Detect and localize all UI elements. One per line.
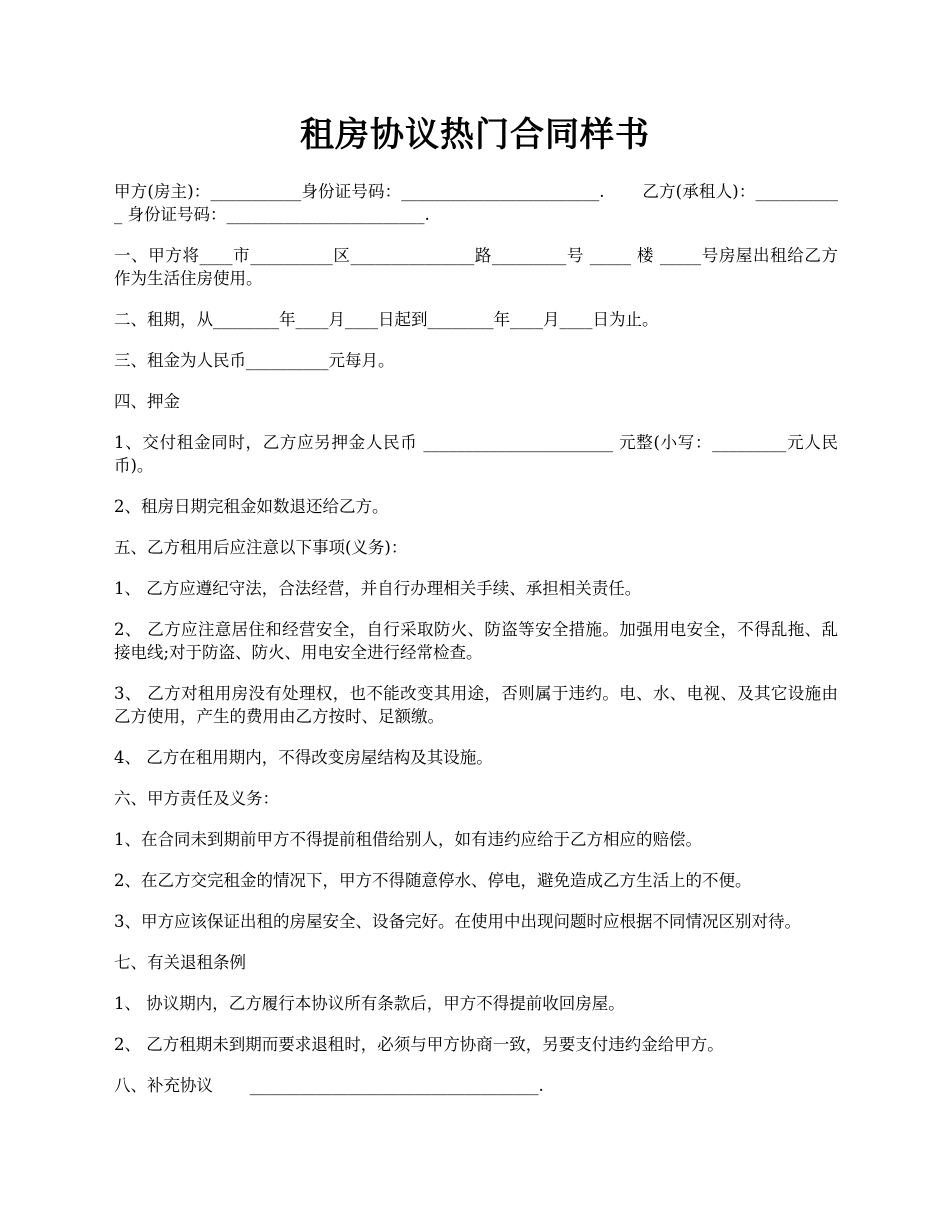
clause-6-item-3: 3、甲方应该保证出租的房屋安全、设备完好。在使用中出现问题时应根据不同情况区别对待。 [114, 912, 801, 931]
clause-5-item-4: 4、 乙方在租用期内，不得改变房屋结构及其设施。 [114, 748, 493, 767]
clause-7-item-2: 2、 乙方租期未到期而要求退租时，必须与甲方协商一致，另要支付违约金给甲方。 [114, 1035, 724, 1054]
clause-5-item-1: 1、 乙方应遵纪守法，合法经营，并自行办理相关手续、承担相关责任。 [114, 579, 642, 598]
clause-4-item-2: 2、租房日期完租金如数退还给乙方。 [114, 497, 389, 516]
document-title: 租房协议热门合同样书 [300, 115, 650, 155]
clause-7-item-1: 1、 协议期内，乙方履行本协议所有条款后，甲方不得提前收回房屋。 [114, 994, 625, 1013]
clause-5-item-2: 2、 乙方应注意居住和经营安全，自行采取防火、防盗等安全措施。加强用电安全，不得乱拖、乱接电线;对于防盗、防火、用电安全进行经常检查。 [114, 620, 838, 662]
clause-3-rent: 三、租金为人民币__________元每月。 [114, 351, 395, 370]
clause-7-heading: 七、有关退租条例 [114, 953, 246, 972]
clause-4-item-1: 1、交付租金同时，乙方应另押金人民币 _______________________ 元整(小写：_________元人民币)。 [114, 433, 838, 475]
clause-6-heading: 六、甲方责任及义务： [114, 789, 279, 808]
document-body [114, 180, 838, 1115]
clause-6-item-2: 2、在乙方交完租金的情况下，甲方不得随意停水、停电，避免造成乙方生活上的不便。 [114, 871, 752, 890]
clause-5-item-3: 3、 乙方对租用房没有处理权，也不能改变其用途，否则属于违约。电、水、电视、及其它设施由乙方使用，产生的费用由乙方按时、足额缴。 [114, 684, 838, 726]
clause-6-item-1: 1、在合同未到期前甲方不得提前租借给别人，如有违约应给于乙方相应的赔偿。 [114, 830, 702, 849]
parties-paragraph: 甲方(房主)：___________身份证号码：________________________. 乙方(承租人)：___________ 身份证号码：________________________. [114, 182, 838, 224]
clause-5-heading: 五、乙方租用后应注意以下事项(义务)： [114, 538, 408, 557]
clause-2-term: 二、租期，从________年____月____日起到________年____月____日为止。 [114, 310, 659, 329]
clause-1-property: 一、甲方将____市__________区_______________路_________号 _____ 楼 _____号房屋出租给乙方作为生活住房使用。 [114, 246, 838, 288]
clause-8-supplement: 八、补充协议 ___________________________________. [114, 1076, 544, 1095]
clause-4-heading: 四、押金 [114, 392, 180, 411]
